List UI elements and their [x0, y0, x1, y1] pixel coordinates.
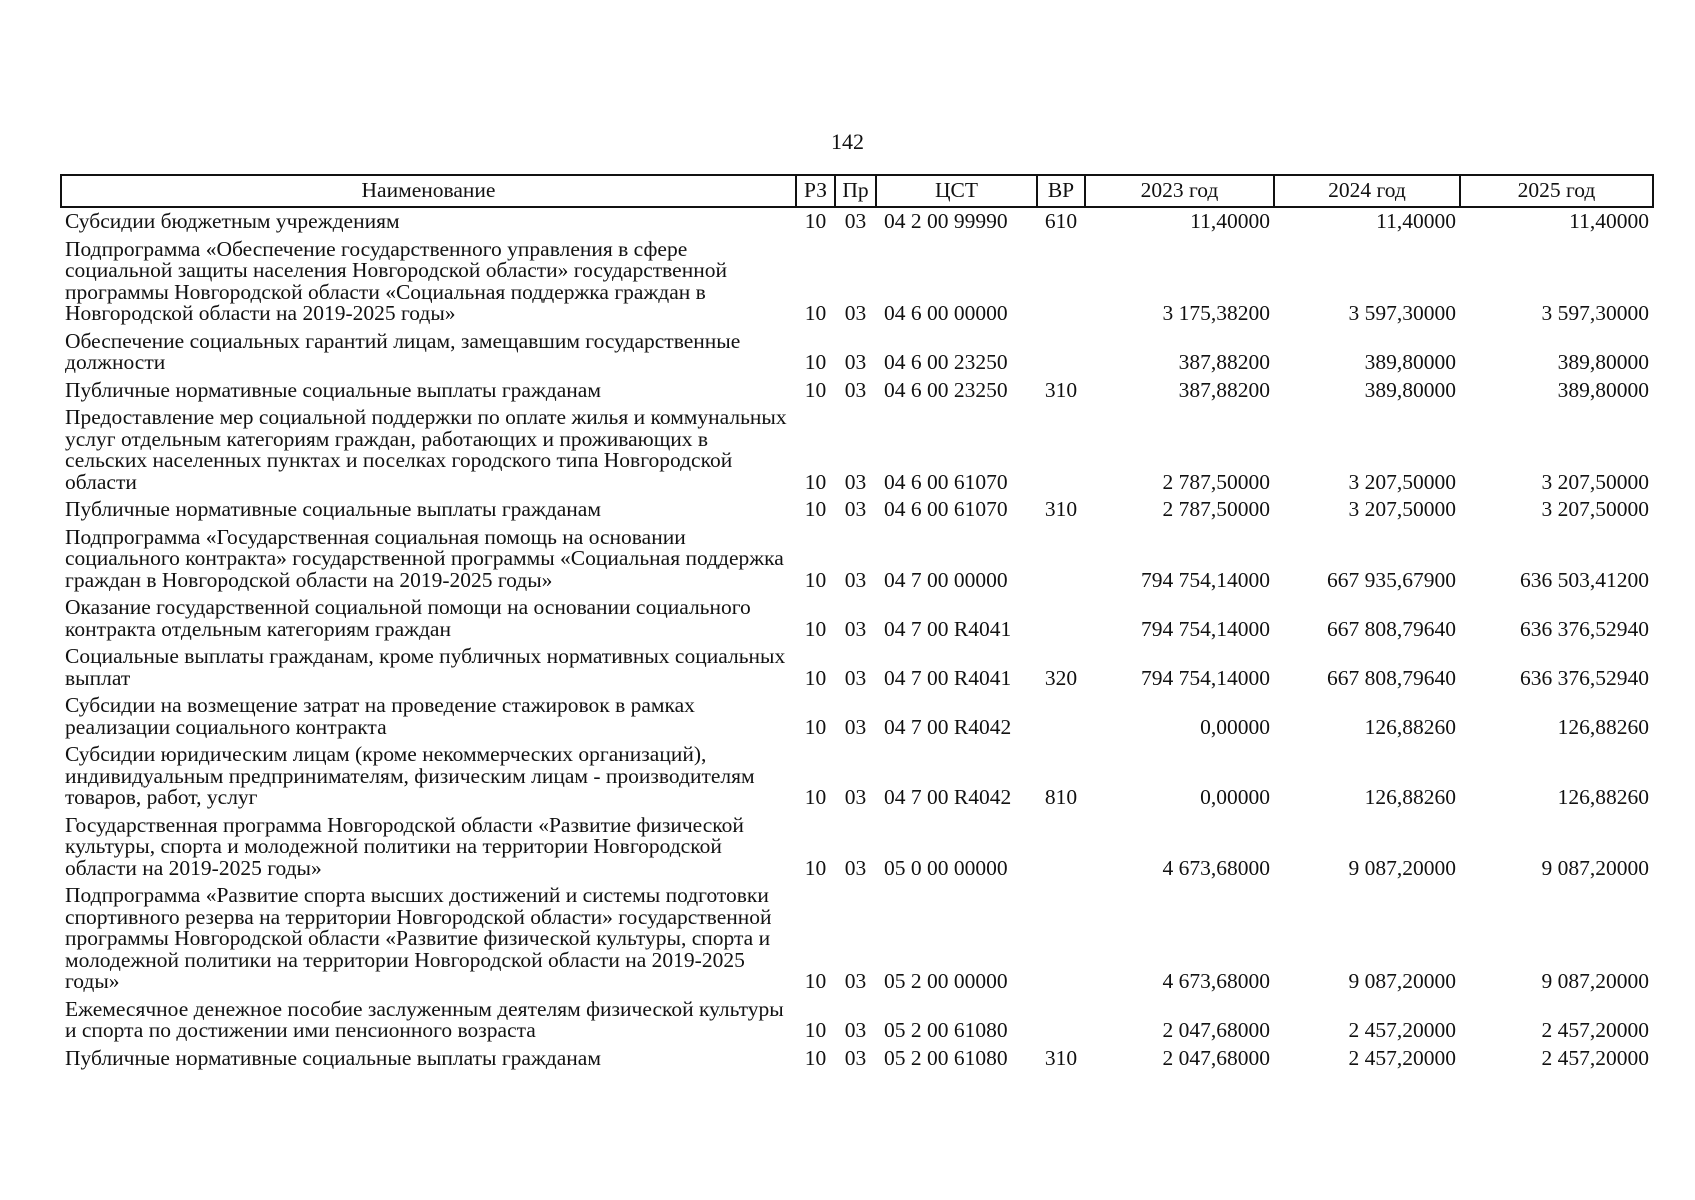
- row-name: Субсидии юридическим лицам (кроме некоммерческих организаций), индивидуальным предпринимателям, физическим лицам - производителям товаров, работ, услуг: [65, 742, 755, 809]
- row-vr: [1037, 996, 1085, 1045]
- row-2024: 9 087,20000: [1348, 855, 1456, 880]
- row-2023: 387,88200: [1178, 377, 1270, 402]
- row-vr: [1037, 812, 1085, 883]
- row-cst: 04 7 00 R4042: [884, 714, 1012, 739]
- row-rz: 10: [804, 1045, 827, 1070]
- row-cst: 05 2 00 61080: [884, 1045, 1008, 1070]
- row-2023: 387,88200: [1178, 350, 1270, 374]
- row-cst: 04 7 00 R4041: [884, 616, 1012, 641]
- row-2025: 636 503,41200: [1520, 567, 1649, 592]
- row-2023: 2 047,68000: [1162, 1018, 1270, 1042]
- row-pr: 03: [844, 855, 867, 880]
- row-name: Ежемесячное денежное пособие заслуженным деятелям физической культуры и спорта по достижении ими пенсионного возраста: [65, 996, 784, 1042]
- row-vr: 310: [1044, 1045, 1078, 1070]
- table-row: [61, 692, 1653, 741]
- row-2025: 2 457,20000: [1541, 1018, 1649, 1042]
- row-name: Публичные нормативные социальные выплаты гражданам: [65, 497, 601, 521]
- row-2024: 3 597,30000: [1348, 301, 1456, 325]
- table-row: [61, 996, 1653, 1045]
- row-cst: 05 0 00 00000: [884, 855, 1008, 880]
- row-2025: 11,40000: [1569, 209, 1649, 233]
- table-row: [61, 404, 1653, 496]
- row-2024: 667 808,79640: [1327, 616, 1456, 641]
- row-2023: 794 754,14000: [1141, 567, 1270, 592]
- row-cst: 04 7 00 R4041: [884, 665, 1012, 690]
- header-2024: 2024 год: [1274, 175, 1460, 207]
- row-rz: 10: [804, 377, 827, 402]
- row-cst: 04 6 00 61070: [884, 497, 1008, 521]
- header-cst: ЦСТ: [876, 175, 1037, 207]
- row-2024: 126,88260: [1364, 714, 1456, 739]
- row-2025: 9 087,20000: [1541, 969, 1649, 993]
- row-2023: 0,00000: [1200, 714, 1270, 739]
- row-pr: 03: [844, 567, 867, 592]
- row-name: Предоставление мер социальной поддержки по оплате жилья и коммунальных услуг отдельным категориям граждан, работающих и проживающих в сельских населенных пунктах и поселках городского типа Новгородской области: [65, 405, 787, 494]
- row-rz: 10: [804, 469, 827, 494]
- budget-table: [60, 174, 1654, 1072]
- row-vr: 810: [1044, 785, 1078, 809]
- row-rz: 10: [804, 785, 827, 809]
- row-2025: 636 376,52940: [1520, 616, 1649, 641]
- row-name: Государственная программа Новгородской области «Развитие физической культуры, спорта и молодежной политики на территории Новгородской области на 2019-2025 годы»: [65, 812, 744, 880]
- row-vr: 610: [1044, 209, 1078, 233]
- row-name: Оказание государственной социальной помощи на основании социального контракта отдельным категориям граждан: [65, 595, 751, 641]
- row-cst: 05 2 00 61080: [884, 1018, 1008, 1042]
- row-pr: 03: [844, 1018, 867, 1042]
- row-2023: 11,40000: [1190, 209, 1270, 233]
- row-pr: 03: [844, 714, 867, 739]
- row-rz: 10: [804, 616, 827, 641]
- row-rz: 10: [804, 714, 827, 739]
- row-pr: 03: [844, 616, 867, 641]
- row-name: Публичные нормативные социальные выплаты гражданам: [65, 377, 601, 402]
- row-rz: 10: [804, 209, 827, 233]
- header-rz: РЗ: [796, 175, 835, 207]
- row-vr: 320: [1044, 665, 1078, 690]
- row-2023: 2 047,68000: [1162, 1045, 1270, 1070]
- row-2025: 636 376,52940: [1520, 665, 1649, 690]
- header-2025: 2025 год: [1460, 175, 1653, 207]
- row-rz: 10: [804, 969, 827, 993]
- row-2025: 9 087,20000: [1541, 855, 1649, 880]
- row-2023: 794 754,14000: [1141, 616, 1270, 641]
- row-pr: 03: [844, 301, 867, 325]
- row-pr: 03: [844, 969, 867, 993]
- row-rz: 10: [804, 301, 827, 325]
- row-pr: 03: [844, 785, 867, 809]
- table-row: [61, 377, 1653, 405]
- row-2023: 4 673,68000: [1162, 969, 1270, 993]
- row-cst: 04 6 00 61070: [884, 469, 1008, 494]
- row-2023: 2 787,50000: [1162, 497, 1270, 521]
- row-2024: 3 207,50000: [1348, 497, 1456, 521]
- row-vr: [1037, 236, 1085, 328]
- row-name: Подпрограмма «Обеспечение государственного управления в сфере социальной защиты населения Новгородской области» государственной программы Новгородской области «Социальная поддержка граждан в Новгородской области на 2019-2025 годы»: [65, 236, 727, 325]
- table-row: [61, 207, 1653, 236]
- row-2025: 389,80000: [1557, 377, 1649, 402]
- row-name: Субсидии на возмещение затрат на проведение стажировок в рамках реализации социального контракта: [65, 693, 695, 739]
- row-name: Субсидии бюджетным учреждениям: [65, 209, 400, 233]
- row-pr: 03: [844, 469, 867, 494]
- row-2025: 2 457,20000: [1541, 1045, 1649, 1070]
- header-pr: Пр: [835, 175, 876, 207]
- row-2024: 9 087,20000: [1348, 969, 1456, 993]
- row-2024: 11,40000: [1376, 209, 1456, 233]
- row-name: Подпрограмма «Развитие спорта высших достижений и системы подготовки спортивного резерва на территории Новгородской области» государственной программы Новгородской области «Развитие физической культуры, спорта и молодежной политики на территории Новгородской области на 2019-2025 годы»: [65, 883, 772, 993]
- row-2023: 3 175,38200: [1162, 301, 1270, 325]
- row-2023: 2 787,50000: [1162, 469, 1270, 494]
- table-row: [61, 236, 1653, 328]
- row-cst: 04 6 00 00000: [884, 301, 1008, 325]
- row-vr: [1037, 328, 1085, 377]
- row-rz: 10: [804, 350, 827, 374]
- row-vr: [1037, 882, 1085, 996]
- table-row: [61, 524, 1653, 595]
- row-vr: [1037, 594, 1085, 643]
- row-pr: 03: [844, 665, 867, 690]
- row-vr: 310: [1044, 377, 1078, 402]
- row-pr: 03: [844, 1045, 867, 1070]
- table-row: [61, 882, 1653, 996]
- row-cst: 04 6 00 23250: [884, 350, 1008, 374]
- row-2023: 4 673,68000: [1162, 855, 1270, 880]
- row-2025: 126,88260: [1557, 785, 1649, 809]
- row-2024: 126,88260: [1364, 785, 1456, 809]
- table-header-row: [61, 175, 1653, 207]
- row-rz: 10: [804, 1018, 827, 1042]
- row-pr: 03: [844, 209, 867, 233]
- row-2024: 2 457,20000: [1348, 1045, 1456, 1070]
- row-2024: 667 935,67900: [1327, 567, 1456, 592]
- header-name: Наименование: [61, 175, 796, 207]
- table-row: [61, 496, 1653, 524]
- table-row: [61, 812, 1653, 883]
- row-cst: 05 2 00 00000: [884, 969, 1008, 993]
- row-name: Обеспечение социальных гарантий лицам, замещавшим государственные должности: [65, 328, 741, 374]
- row-2023: 794 754,14000: [1141, 665, 1270, 690]
- row-pr: 03: [844, 350, 867, 374]
- table-row: [61, 1045, 1653, 1073]
- row-rz: 10: [804, 665, 827, 690]
- row-cst: 04 2 00 99990: [884, 209, 1008, 233]
- row-name: Социальные выплаты гражданам, кроме публичных нормативных социальных выплат: [65, 644, 786, 690]
- row-vr: [1037, 524, 1085, 595]
- row-2024: 667 808,79640: [1327, 665, 1456, 690]
- row-pr: 03: [844, 377, 867, 402]
- row-name: Подпрограмма «Государственная социальная помощь на основании социального контракта» государственной программы «Социальная поддержка граждан в Новгородской области на 2019-2025 годы»: [65, 524, 784, 592]
- row-2025: 3 207,50000: [1541, 497, 1649, 521]
- row-cst: 04 6 00 23250: [884, 377, 1008, 402]
- row-pr: 03: [844, 497, 867, 521]
- row-vr: 310: [1044, 497, 1078, 521]
- row-vr: [1037, 404, 1085, 496]
- row-2024: 2 457,20000: [1348, 1018, 1456, 1042]
- header-vr: ВР: [1037, 175, 1085, 207]
- row-cst: 04 7 00 00000: [884, 567, 1008, 592]
- row-2025: 126,88260: [1557, 714, 1649, 739]
- row-2025: 3 207,50000: [1541, 469, 1649, 494]
- row-2023: 0,00000: [1200, 785, 1270, 809]
- page-number: 142: [831, 129, 864, 154]
- row-2024: 389,80000: [1364, 377, 1456, 402]
- row-vr: [1037, 692, 1085, 741]
- table-row: [61, 328, 1653, 377]
- row-2025: 389,80000: [1557, 350, 1649, 374]
- row-rz: 10: [804, 855, 827, 880]
- table-row: [61, 643, 1653, 692]
- table-row: [61, 594, 1653, 643]
- row-cst: 04 7 00 R4042: [884, 785, 1012, 809]
- row-2025: 3 597,30000: [1541, 301, 1649, 325]
- row-rz: 10: [804, 497, 827, 521]
- row-name: Публичные нормативные социальные выплаты гражданам: [65, 1045, 601, 1070]
- row-2024: 3 207,50000: [1348, 469, 1456, 494]
- table-row: [61, 741, 1653, 812]
- row-rz: 10: [804, 567, 827, 592]
- row-2024: 389,80000: [1364, 350, 1456, 374]
- header-2023: 2023 год: [1085, 175, 1274, 207]
